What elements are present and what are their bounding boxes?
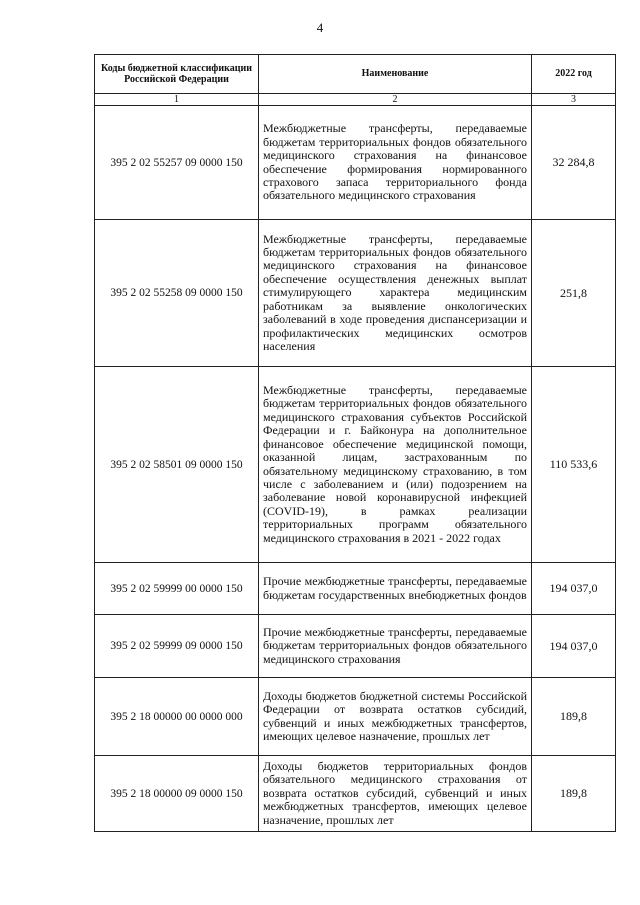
item-name: Межбюджетные трансферты, передаваемые бюджетам территориальных фондов обязательного медицинского страхования субъектов Российской Федерации и г. Байконура на дополнительное финансовое обеспечение медицинской помощи, оказанной лицам, застрахованным по обязательному медицинскому страхованию, в том числе с заболеванием и (или) подозрением на заболевание новой коронавирусной инфекцией (COVID-19), в рамках реализации территориальных программ обязательного медицинского страхования в 2021 - 2022 годах (259, 367, 532, 563)
budget-code: 395 2 02 59999 00 0000 150 (95, 563, 259, 615)
table-header-row (95, 55, 616, 94)
amount-2022: 32 284,8 (532, 106, 616, 220)
amount-2022: 194 037,0 (532, 615, 616, 678)
budget-code: 395 2 02 55257 09 0000 150 (95, 106, 259, 220)
item-name: Межбюджетные трансферты, передаваемые бюджетам территориальных фондов обязательного медицинского страхования на финансовое обеспечение формирования нормированного страхового запаса территориального фонда обязательного медицинского страхования (259, 106, 532, 220)
budget-code: 395 2 02 59999 09 0000 150 (95, 615, 259, 678)
header-year-2022: 2022 год (532, 55, 616, 94)
column-number: 3 (532, 94, 616, 106)
amount-2022: 189,8 (532, 756, 616, 832)
table-row (95, 756, 616, 832)
item-name: Доходы бюджетов территориальных фондов обязательного медицинского страхования от возврата остатков субсидий, субвенций и иных межбюджетных трансфертов, имеющих целевое назначение, прошлых лет (259, 756, 532, 832)
item-name: Прочие межбюджетные трансферты, передаваемые бюджетам государственных внебюджетных фондов (259, 563, 532, 615)
column-number: 2 (259, 94, 532, 106)
budget-revenue-table (94, 54, 616, 832)
item-name: Межбюджетные трансферты, передаваемые бюджетам территориальных фондов обязательного медицинского страхования на финансовое обеспечение осуществления денежных выплат стимулирующего характера медицинским работникам за выявление онкологических заболеваний в ходе проведения диспансеризации и профилактических медицинских осмотров населения (259, 220, 532, 367)
header-name: Наименование (259, 55, 532, 94)
page-number: 4 (316, 20, 324, 35)
table-row (95, 678, 616, 756)
amount-2022: 110 533,6 (532, 367, 616, 563)
budget-code: 395 2 02 58501 09 0000 150 (95, 367, 259, 563)
amount-2022: 194 037,0 (532, 563, 616, 615)
amount-2022: 189,8 (532, 678, 616, 756)
column-number-row (95, 94, 616, 106)
table-row (95, 220, 616, 367)
table-row (95, 367, 616, 563)
budget-code: 395 2 18 00000 00 0000 000 (95, 678, 259, 756)
header-budget-codes: Коды бюджетной классификации Российской Федерации (95, 55, 259, 94)
amount-2022: 251,8 (532, 220, 616, 367)
table-row (95, 106, 616, 220)
item-name: Прочие межбюджетные трансферты, передаваемые бюджетам территориальных фондов обязательного медицинского страхования (259, 615, 532, 678)
column-number: 1 (95, 94, 259, 106)
table-row (95, 615, 616, 678)
budget-code: 395 2 02 55258 09 0000 150 (95, 220, 259, 367)
table-row (95, 563, 616, 615)
budget-code: 395 2 18 00000 09 0000 150 (95, 756, 259, 832)
item-name: Доходы бюджетов бюджетной системы Российской Федерации от возврата остатков субсидий, субвенций и иных межбюджетных трансфертов, имеющих целевое назначение, прошлых лет (259, 678, 532, 756)
